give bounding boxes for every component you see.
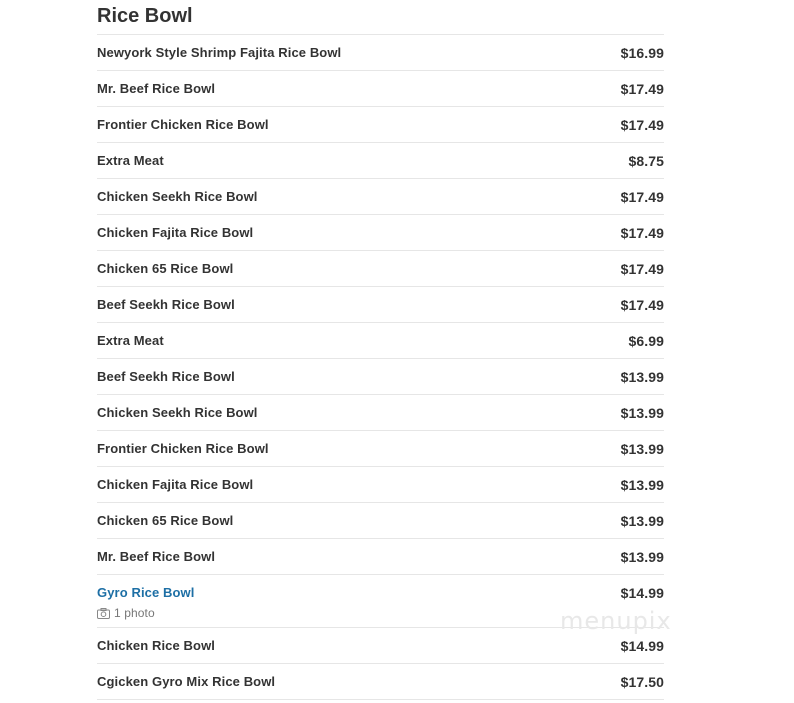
- menu-item-info: [97, 674, 275, 689]
- menu-item-name: Newyork Style Shrimp Fajita Rice Bowl: [97, 45, 342, 60]
- menu-item-price: $16.99: [620, 45, 664, 61]
- menu-item-info: [97, 441, 269, 456]
- menu-item-price: $14.99: [620, 585, 664, 601]
- menu-item-info: [97, 638, 215, 653]
- menu-item-info: [97, 477, 253, 492]
- menu-section: [97, 0, 664, 700]
- menu-item-info: [97, 225, 253, 240]
- menu-item-name: Chicken Rice Bowl: [97, 638, 216, 653]
- menu-item-price: $17.49: [620, 117, 664, 133]
- menu-item-name: Chicken 65 Rice Bowl: [97, 261, 234, 276]
- menu-item-price: $13.99: [620, 441, 664, 457]
- menu-item-info: [97, 585, 194, 620]
- menu-item-row: [97, 287, 664, 323]
- menu-item-price: $17.49: [620, 189, 664, 205]
- menu-item-price: $13.99: [620, 369, 664, 385]
- menu-item-name: Mr. Beef Rice Bowl: [97, 81, 216, 96]
- menu-item-row: [97, 35, 664, 71]
- camera-icon: [97, 608, 110, 619]
- menu-item-name: Frontier Chicken Rice Bowl: [97, 117, 269, 132]
- menu-item-info: [97, 261, 233, 276]
- menu-item-row: [97, 323, 664, 359]
- menu-item-price: $17.49: [620, 297, 664, 313]
- menu-item-row: [97, 251, 664, 287]
- menu-item-row: [97, 664, 664, 700]
- menu-item-row: [97, 359, 664, 395]
- menu-item-info: [97, 513, 233, 528]
- menu-item-info: [97, 405, 258, 420]
- menu-item-info: [97, 81, 215, 96]
- menu-item-row: [97, 143, 664, 179]
- section-title: Rice Bowl: [97, 0, 664, 35]
- menu-item-name: Beef Seekh Rice Bowl: [97, 297, 235, 312]
- menu-item-name: Extra Meat: [97, 333, 164, 348]
- menu-item-name: Chicken Fajita Rice Bowl: [97, 477, 254, 492]
- menu-item-row: [97, 179, 664, 215]
- menu-item-name: Extra Meat: [97, 153, 164, 168]
- menu-item-row: [97, 467, 664, 503]
- watermark: menupix: [560, 607, 672, 635]
- menu-item-price: $13.99: [620, 405, 664, 421]
- menu-item-info: [97, 369, 235, 384]
- menu-item-price: $8.75: [628, 153, 664, 169]
- menu-item-price: $13.99: [620, 549, 664, 565]
- menu-item-row: [97, 431, 664, 467]
- menu-item-price: $17.49: [620, 81, 664, 97]
- photo-count-label: 1 photo: [114, 606, 155, 620]
- menu-item-info: [97, 549, 215, 564]
- menu-item-name: Chicken Fajita Rice Bowl: [97, 225, 254, 240]
- menu-item-name: Chicken 65 Rice Bowl: [97, 513, 234, 528]
- menu-item-row: [97, 395, 664, 431]
- menu-item-price: $17.50: [620, 674, 664, 690]
- menu-item-name: Beef Seekh Rice Bowl: [97, 369, 235, 384]
- menu-item-info: [97, 117, 269, 132]
- menu-item-name: Chicken Seekh Rice Bowl: [97, 189, 258, 204]
- menu-item-info: [97, 153, 164, 168]
- menu-item-price: $17.49: [620, 261, 664, 277]
- menu-item-info: [97, 333, 164, 348]
- menu-item-price: $17.49: [620, 225, 664, 241]
- menu-item-row: [97, 215, 664, 251]
- menu-item-link[interactable]: Gyro Rice Bowl: [97, 585, 195, 600]
- menu-item-price: $14.99: [620, 638, 664, 654]
- menu-item-price: $13.99: [620, 477, 664, 493]
- menu-item-row: [97, 107, 664, 143]
- menu-item-name: Mr. Beef Rice Bowl: [97, 549, 216, 564]
- menu-item-info: [97, 297, 235, 312]
- menu-item-info: [97, 45, 341, 60]
- menu-list: [97, 35, 664, 700]
- menu-item-price: $6.99: [628, 333, 664, 349]
- menu-item-info: [97, 189, 258, 204]
- menu-item-row: [97, 71, 664, 107]
- menu-item-name: Chicken Seekh Rice Bowl: [97, 405, 258, 420]
- photo-count[interactable]: [97, 606, 194, 620]
- menu-item-row: [97, 503, 664, 539]
- menu-item-row: [97, 539, 664, 575]
- menu-item-name: Frontier Chicken Rice Bowl: [97, 441, 269, 456]
- menu-item-price: $13.99: [620, 513, 664, 529]
- menu-item-name: Cgicken Gyro Mix Rice Bowl: [97, 674, 276, 689]
